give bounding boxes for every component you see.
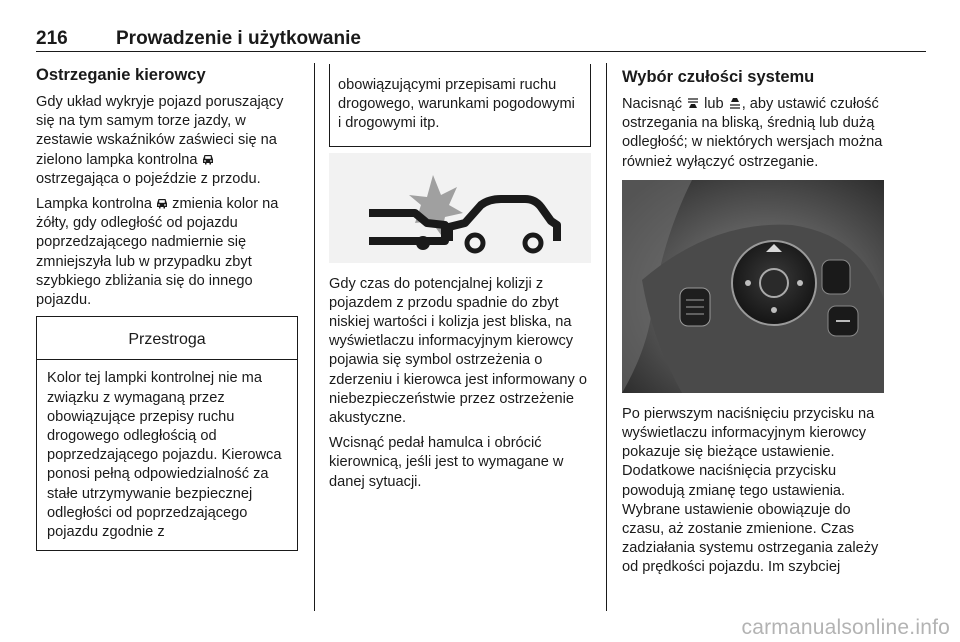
column-divider-1 (314, 63, 315, 611)
collision-warning-illustration (329, 153, 591, 263)
pad-bottom-icon (771, 307, 777, 313)
caution-continuation-text: obowiązującymi przepisami ruchu drogowego, warunkami pogodowymi i drogowymi itp. (338, 77, 575, 132)
section-heading-sensitivity: Wybór czułości systemu (622, 68, 815, 86)
column-1 (36, 64, 298, 551)
column-divider-2 (606, 63, 607, 611)
column-3 (622, 64, 884, 584)
watermark: carmanualsonline.info (741, 616, 950, 639)
front-car-wheel (467, 235, 483, 251)
pad-left-icon (745, 280, 751, 286)
paragraph (622, 95, 884, 172)
caution-text: Kolor tej lampki kontrolnej nie ma związku z wymaganą przez obowiązujące przepisy ruchu drogowego odległością od poprzedzającego pojazdu. Kierowca ponosi pełną odpowiedzialność za stałe utrzymywanie bezpiecznej odległości od poprzedzającego pojazdu zgodnie z (47, 370, 282, 541)
paragraph: Gdy czas do potencjalnej kolizji z pojazdem z przodu spadnie do zbyt niskiej wartości i kolizja jest bliska, na wyświetlaczu informacyjnym kierowcy pojawia się symbol ostrzeżenia o zderzeniu i kierowca jest informowany o niebezpieczeństwie przez ostrzeżenie akustyczne. (329, 275, 587, 427)
page-number: 216 (36, 28, 68, 49)
pad-right-icon (797, 280, 803, 286)
running-title: Prowadzenie i użytkowanie (116, 28, 361, 49)
header-rule (36, 51, 926, 52)
paragraph: Wcisnąć pedał hamulca i obrócić kierownicą, jeśli jest to wymagane w danej sytuacji. (329, 435, 564, 490)
paragraph-text: Lampka kontrolna (36, 196, 153, 213)
distance-decrease-button-icon (686, 96, 700, 110)
front-car-wheel (525, 235, 541, 251)
paragraph-text: , aby ustawić czułość ostrzegania na bliską, średnią lub dużą odległość; w niektórych wersjach można również wyłączyć ostrzeganie. (622, 96, 883, 170)
paragraph-text: lub (704, 96, 724, 112)
caution-box (36, 316, 298, 551)
control-pad-center-button (760, 269, 788, 297)
paragraph-text: Gdy układ wykryje pojazd poruszający się na tym samym torze jazdy, w zestawie wskaźników zaświeci się na zielono lampka kontrolna (36, 94, 284, 168)
column-2 (329, 64, 591, 498)
paragraph-text: ostrzegająca o pojeździe z przodu. (36, 170, 261, 187)
vehicle-ahead-indicator-icon (156, 198, 168, 209)
paragraph (36, 93, 298, 189)
paragraph-text: zmienia kolor na żółty, gdy odległość od pojazdu poprzedzającego nadmiernie się zmniejszyła lub w przypadku zbyt szybkiego zbliżania się do innego pojazdu. (36, 196, 279, 309)
caution-title: Przestroga (37, 317, 297, 360)
right-upper-button (822, 260, 850, 294)
vehicle-ahead-indicator-icon (202, 154, 214, 165)
paragraph (36, 195, 298, 310)
paragraph-text: Nacisnąć (622, 96, 683, 112)
page-header (36, 28, 924, 52)
paragraph: Po pierwszym naciśnięciu przycisku na wyświetlaczu informacyjnym kierowcy pokazuje się bieżące ustawienie. Dodatkowe naciśnięcia przycisku powodują zmianę tego ustawienia. Wybrane ustawienie obowiązuje do czasu, aż zostanie zmienione. Czas zadziałania systemu ostrzegania zależy od prędkości pojazdu. Im szybciej (622, 405, 879, 576)
steering-wheel-controls-photo (622, 180, 884, 393)
distance-increase-button-icon (728, 96, 742, 110)
caution-box-continuation (329, 64, 591, 147)
rear-car-wheel (416, 236, 430, 250)
illustration-background (329, 153, 591, 263)
section-heading-driver-warning: Ostrzeganie kierowcy (36, 66, 206, 84)
